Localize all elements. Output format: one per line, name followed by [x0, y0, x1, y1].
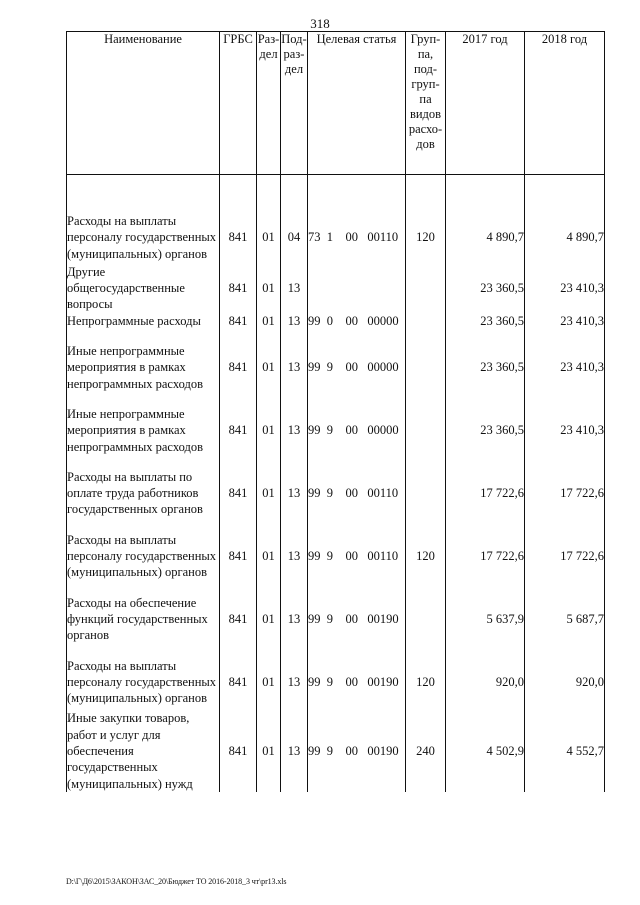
row-grbs: 841	[220, 469, 257, 518]
file-path-footer: D:\Г\Д6\2015\ЗАКОН\ЗАС_20\Бюджет ТО 2016-2018_3 чт\pr13.xls	[66, 877, 287, 886]
row-name: Иные непрограммные мероприятия в рамках непрограммных расходов	[67, 343, 220, 392]
row-value-2018: 23 410,3	[525, 406, 605, 455]
row-value-2018: 5 687,7	[525, 595, 605, 644]
row-group	[406, 406, 446, 455]
table-row	[67, 658, 605, 707]
row-name: Расходы на выплаты персоналу государственных (муниципальных) органов	[67, 213, 220, 262]
header-group: Груп- па, под- груп- па видов расхо- дов	[406, 32, 446, 175]
row-razdel: 01	[257, 595, 281, 644]
header-target: Целевая статья	[308, 32, 406, 175]
header-2018: 2018 год	[525, 32, 605, 175]
row-value-2018: 17 722,6	[525, 469, 605, 518]
table-row	[67, 343, 605, 392]
row-grbs: 841	[220, 313, 257, 329]
row-group: 240	[406, 710, 446, 791]
row-name: Расходы на выплаты по оплате труда работников государственных органов	[67, 469, 220, 518]
row-razdel: 01	[257, 343, 281, 392]
row-spacer	[67, 329, 605, 343]
row-grbs: 841	[220, 264, 257, 313]
row-value-2017: 4 890,7	[446, 213, 525, 262]
row-spacer	[67, 518, 605, 532]
row-value-2017: 23 360,5	[446, 406, 525, 455]
row-razdel: 01	[257, 213, 281, 262]
row-target-article: 99 9 00 00110	[308, 532, 406, 581]
row-group: 120	[406, 532, 446, 581]
row-target-article: 99 0 00 00000	[308, 313, 406, 329]
header-name: Наименование	[67, 32, 220, 175]
header-razdel: Раз- дел	[257, 32, 281, 175]
row-podrazdel: 04	[281, 213, 308, 262]
row-group: 120	[406, 213, 446, 262]
row-grbs: 841	[220, 710, 257, 791]
row-value-2017: 23 360,5	[446, 313, 525, 329]
table-row	[67, 469, 605, 518]
row-group	[406, 264, 446, 313]
row-value-2017: 17 722,6	[446, 469, 525, 518]
budget-table	[66, 31, 605, 792]
table-row	[67, 264, 605, 313]
row-razdel: 01	[257, 264, 281, 313]
table-header-row	[67, 32, 605, 175]
row-value-2017: 17 722,6	[446, 532, 525, 581]
row-podrazdel: 13	[281, 313, 308, 329]
row-target-article: 99 9 00 00190	[308, 595, 406, 644]
row-target-article: 99 9 00 00000	[308, 406, 406, 455]
row-group	[406, 313, 446, 329]
header-grbs: ГРБС	[220, 32, 257, 175]
row-name: Расходы на выплаты персоналу государственных (муниципальных) органов	[67, 658, 220, 707]
row-target-article: 99 9 00 00190	[308, 710, 406, 791]
row-value-2017: 4 502,9	[446, 710, 525, 791]
row-spacer	[67, 455, 605, 469]
row-razdel: 01	[257, 313, 281, 329]
row-target-article: 99 9 00 00000	[308, 343, 406, 392]
table-row	[67, 532, 605, 581]
row-value-2017: 5 637,9	[446, 595, 525, 644]
row-value-2017: 23 360,5	[446, 264, 525, 313]
row-value-2018: 4 890,7	[525, 213, 605, 262]
row-podrazdel: 13	[281, 343, 308, 392]
row-name: Иные непрограммные мероприятия в рамках непрограммных расходов	[67, 406, 220, 455]
table-body	[67, 175, 605, 792]
row-grbs: 841	[220, 658, 257, 707]
table-row	[67, 710, 605, 791]
table-row	[67, 406, 605, 455]
row-group: 120	[406, 658, 446, 707]
row-name: Расходы на обеспечение функций государственных органов	[67, 595, 220, 644]
row-podrazdel: 13	[281, 469, 308, 518]
row-spacer	[67, 581, 605, 595]
row-value-2017: 23 360,5	[446, 343, 525, 392]
row-value-2018: 17 722,6	[525, 532, 605, 581]
row-name: Непрограммные расходы	[67, 313, 220, 329]
row-target-article	[308, 264, 406, 313]
header-2017: 2017 год	[446, 32, 525, 175]
row-podrazdel: 13	[281, 710, 308, 791]
row-name: Расходы на выплаты персоналу государственных (муниципальных) органов	[67, 532, 220, 581]
table-row	[67, 595, 605, 644]
row-group	[406, 595, 446, 644]
row-podrazdel: 13	[281, 264, 308, 313]
row-grbs: 841	[220, 213, 257, 262]
row-podrazdel: 13	[281, 532, 308, 581]
row-grbs: 841	[220, 406, 257, 455]
row-razdel: 01	[257, 658, 281, 707]
row-spacer	[67, 392, 605, 406]
row-group	[406, 343, 446, 392]
row-grbs: 841	[220, 595, 257, 644]
row-razdel: 01	[257, 406, 281, 455]
row-razdel: 01	[257, 469, 281, 518]
row-grbs: 841	[220, 532, 257, 581]
table-row	[67, 213, 605, 262]
row-value-2017: 920,0	[446, 658, 525, 707]
row-name: Другие общегосударственные вопросы	[67, 264, 220, 313]
row-value-2018: 4 552,7	[525, 710, 605, 791]
row-grbs: 841	[220, 343, 257, 392]
row-spacer	[67, 175, 605, 214]
header-podrazdel: Под- раз- дел	[281, 32, 308, 175]
row-value-2018: 23 410,3	[525, 343, 605, 392]
page-number: 318	[310, 16, 330, 31]
row-target-article: 99 9 00 00190	[308, 658, 406, 707]
row-razdel: 01	[257, 710, 281, 791]
row-name: Иные закупки товаров, работ и услуг для обеспечения государственных (муниципальных) нужд	[67, 710, 220, 791]
row-razdel: 01	[257, 532, 281, 581]
row-value-2018: 920,0	[525, 658, 605, 707]
row-spacer	[67, 644, 605, 658]
row-podrazdel: 13	[281, 595, 308, 644]
row-value-2018: 23 410,3	[525, 264, 605, 313]
row-podrazdel: 13	[281, 406, 308, 455]
row-group	[406, 469, 446, 518]
row-target-article: 73 1 00 00110	[308, 213, 406, 262]
row-podrazdel: 13	[281, 658, 308, 707]
row-target-article: 99 9 00 00110	[308, 469, 406, 518]
table-row	[67, 313, 605, 329]
row-value-2018: 23 410,3	[525, 313, 605, 329]
